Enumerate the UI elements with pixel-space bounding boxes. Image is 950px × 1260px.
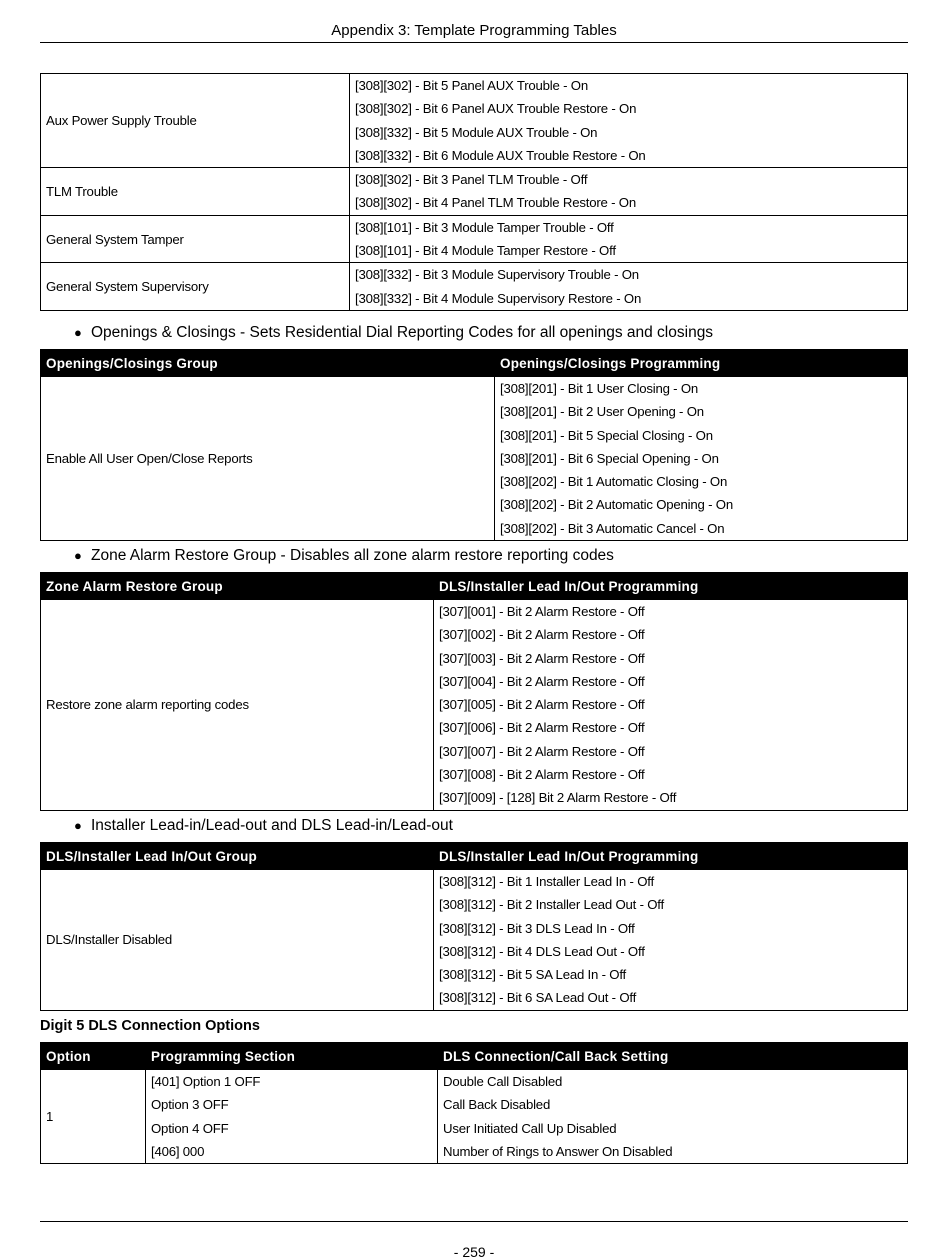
programming-line: [308][201] - Bit 5 Special Closing - On bbox=[500, 427, 713, 443]
programming-line: [308][302] - Bit 3 Panel TLM Trouble - Off bbox=[355, 172, 588, 188]
programming-line: [308][101] - Bit 3 Module Tamper Trouble - Off bbox=[355, 219, 614, 235]
table-header-row bbox=[41, 573, 908, 600]
programming-line: [308][312] - Bit 6 SA Lead Out - Off bbox=[439, 990, 637, 1006]
programming-line: [308][201] - Bit 2 User Opening - On bbox=[500, 404, 704, 420]
programming-line: [308][101] - Bit 4 Module Tamper Restore - Off bbox=[355, 243, 616, 259]
column-header: DLS/Installer Lead In/Out Programming bbox=[434, 573, 908, 600]
programming-line: [308][202] - Bit 2 Automatic Opening - On bbox=[500, 497, 733, 513]
programming-cell bbox=[434, 600, 908, 811]
column-header: Option bbox=[41, 1043, 146, 1070]
programming-line: [308][302] - Bit 6 Panel AUX Trouble Restore - On bbox=[355, 101, 637, 117]
page-number: - 259 - bbox=[453, 1244, 495, 1260]
programming-line: [307][004] - Bit 2 Alarm Restore - Off bbox=[439, 673, 645, 689]
setting-line: Number of Rings to Answer On Disabled bbox=[443, 1143, 673, 1159]
programming-line: [308][312] - Bit 2 Installer Lead Out - Off bbox=[439, 897, 664, 913]
zone-restore-table bbox=[40, 572, 908, 811]
group-label: General System Tamper bbox=[41, 215, 350, 263]
column-header: Openings/Closings Programming bbox=[495, 350, 908, 377]
page-header-title: Appendix 3: Template Programming Tables bbox=[331, 22, 617, 39]
footer-divider bbox=[40, 1221, 908, 1222]
bullet-lead bbox=[74, 816, 453, 836]
bullet-zone-restore bbox=[74, 546, 614, 566]
programming-line: [308][312] - Bit 5 SA Lead In - Off bbox=[439, 967, 627, 983]
programming-line: [308][312] - Bit 4 DLS Lead Out - Off bbox=[439, 943, 645, 959]
setting-line: User Initiated Call Up Disabled bbox=[443, 1120, 617, 1136]
table-row bbox=[41, 263, 908, 311]
column-header: Programming Section bbox=[146, 1043, 438, 1070]
column-header: Zone Alarm Restore Group bbox=[41, 573, 434, 600]
table-row bbox=[41, 870, 908, 1011]
section-line: [406] 000 bbox=[151, 1143, 205, 1159]
table-row bbox=[41, 1070, 908, 1164]
programming-line: [308][332] - Bit 6 Module AUX Trouble Restore - On bbox=[355, 147, 646, 163]
bullet-openings bbox=[74, 323, 713, 343]
trouble-table bbox=[40, 73, 908, 311]
table-header-row bbox=[41, 1043, 908, 1070]
column-header: DLS/Installer Lead In/Out Group bbox=[41, 843, 434, 870]
programming-cell bbox=[350, 215, 908, 263]
programming-line: [308][332] - Bit 4 Module Supervisory Restore - On bbox=[355, 290, 642, 306]
group-label: General System Supervisory bbox=[41, 263, 350, 311]
programming-line: [308][302] - Bit 4 Panel TLM Trouble Restore - On bbox=[355, 195, 636, 211]
section-line: Option 4 OFF bbox=[151, 1120, 229, 1136]
column-header: DLS/Installer Lead In/Out Programming bbox=[434, 843, 908, 870]
programming-line: [308][332] - Bit 5 Module AUX Trouble - On bbox=[355, 124, 598, 140]
digit5-table bbox=[40, 1042, 908, 1164]
openings-table bbox=[40, 349, 908, 541]
section-line: Option 3 OFF bbox=[151, 1097, 229, 1113]
programming-line: [307][002] - Bit 2 Alarm Restore - Off bbox=[439, 627, 645, 643]
programming-cell bbox=[350, 168, 908, 216]
table-row bbox=[41, 600, 908, 811]
programming-line: [308][312] - Bit 1 Installer Lead In - Off bbox=[439, 874, 654, 889]
setting-line: Double Call Disabled bbox=[443, 1074, 563, 1089]
programming-cell bbox=[434, 870, 908, 1011]
page-header bbox=[40, 20, 908, 43]
programming-line: [307][006] - Bit 2 Alarm Restore - Off bbox=[439, 720, 645, 736]
group-label: DLS/Installer Disabled bbox=[41, 870, 434, 1011]
programming-section-cell bbox=[146, 1070, 438, 1164]
digit5-heading: Digit 5 DLS Connection Options bbox=[40, 1018, 260, 1034]
table-row bbox=[41, 168, 908, 216]
programming-line: [308][332] - Bit 3 Module Supervisory Trouble - On bbox=[355, 267, 639, 283]
group-label: Enable All User Open/Close Reports bbox=[41, 377, 495, 541]
section-line: [401] Option 1 OFF bbox=[151, 1074, 261, 1089]
lead-table bbox=[40, 842, 908, 1011]
table-row bbox=[41, 377, 908, 541]
programming-line: [307][009] - [128] Bit 2 Alarm Restore - Off bbox=[439, 790, 677, 806]
table-header-row bbox=[41, 350, 908, 377]
bullet-icon: ● bbox=[74, 818, 82, 833]
programming-line: [308][201] - Bit 1 User Closing - On bbox=[500, 381, 699, 396]
group-label: Aux Power Supply Trouble bbox=[41, 74, 350, 168]
programming-cell bbox=[350, 263, 908, 311]
programming-line: [307][007] - Bit 2 Alarm Restore - Off bbox=[439, 743, 645, 759]
programming-line: [307][001] - Bit 2 Alarm Restore - Off bbox=[439, 604, 645, 619]
group-label: Restore zone alarm reporting codes bbox=[41, 600, 434, 811]
programming-line: [308][201] - Bit 6 Special Opening - On bbox=[500, 450, 719, 466]
setting-cell bbox=[438, 1070, 908, 1164]
table-row bbox=[41, 74, 908, 168]
programming-line: [307][005] - Bit 2 Alarm Restore - Off bbox=[439, 697, 645, 713]
programming-line: [308][202] - Bit 1 Automatic Closing - On bbox=[500, 474, 728, 490]
programming-line: [307][008] - Bit 2 Alarm Restore - Off bbox=[439, 767, 645, 783]
programming-line: [308][302] - Bit 5 Panel AUX Trouble - On bbox=[355, 78, 588, 93]
table-row bbox=[41, 215, 908, 263]
column-header: Openings/Closings Group bbox=[41, 350, 495, 377]
programming-cell bbox=[495, 377, 908, 541]
table-header-row bbox=[41, 843, 908, 870]
programming-line: [308][312] - Bit 3 DLS Lead In - Off bbox=[439, 920, 635, 936]
bullet-text: Zone Alarm Restore Group - Disables all zone alarm restore reporting codes bbox=[91, 547, 614, 564]
programming-line: [307][003] - Bit 2 Alarm Restore - Off bbox=[439, 650, 645, 666]
bullet-text: Openings & Closings - Sets Residential Dial Reporting Codes for all openings and closings bbox=[91, 324, 714, 341]
bullet-text: Installer Lead-in/Lead-out and DLS Lead-in/Lead-out bbox=[91, 817, 453, 834]
bullet-icon: ● bbox=[74, 325, 82, 340]
programming-cell bbox=[350, 74, 908, 168]
option-value: 1 bbox=[41, 1070, 146, 1164]
setting-line: Call Back Disabled bbox=[443, 1097, 551, 1113]
column-header: DLS Connection/Call Back Setting bbox=[438, 1043, 908, 1070]
group-label: TLM Trouble bbox=[41, 168, 350, 216]
bullet-icon: ● bbox=[74, 548, 82, 563]
programming-line: [308][202] - Bit 3 Automatic Cancel - On bbox=[500, 520, 725, 536]
